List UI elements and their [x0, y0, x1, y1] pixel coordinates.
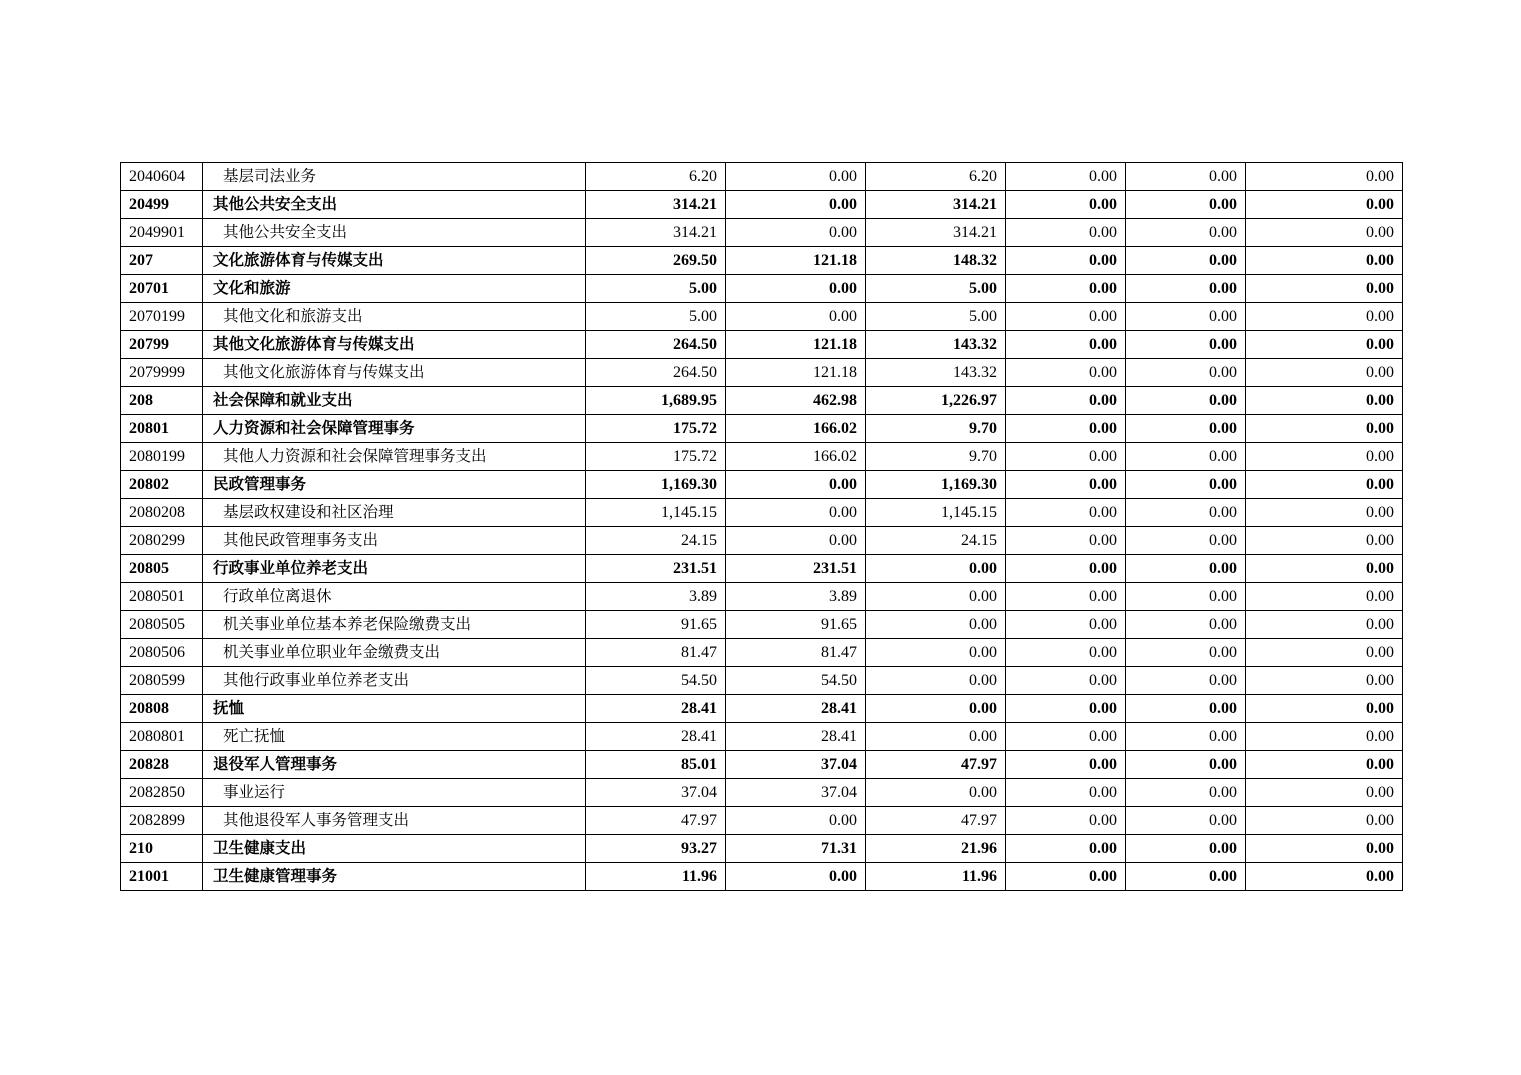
cell-value-1: 11.96 — [586, 863, 726, 891]
cell-code: 21001 — [121, 863, 203, 891]
cell-value-5: 0.00 — [1126, 667, 1246, 695]
cell-value-5: 0.00 — [1126, 611, 1246, 639]
cell-name: 抚恤 — [203, 695, 586, 723]
cell-name: 行政单位离退休 — [203, 583, 586, 611]
cell-value-1: 47.97 — [586, 807, 726, 835]
table-body — [121, 163, 1403, 891]
cell-name: 其他人力资源和社会保障管理事务支出 — [203, 443, 586, 471]
cell-value-1: 93.27 — [586, 835, 726, 863]
table-row — [121, 471, 1403, 499]
cell-value-6: 0.00 — [1246, 247, 1403, 275]
cell-value-4: 0.00 — [1006, 191, 1126, 219]
cell-value-2: 37.04 — [726, 751, 866, 779]
cell-value-4: 0.00 — [1006, 471, 1126, 499]
cell-value-1: 314.21 — [586, 219, 726, 247]
cell-value-1: 28.41 — [586, 723, 726, 751]
table-row — [121, 247, 1403, 275]
cell-code: 20802 — [121, 471, 203, 499]
cell-code: 208 — [121, 387, 203, 415]
cell-code: 20499 — [121, 191, 203, 219]
cell-value-5: 0.00 — [1126, 415, 1246, 443]
cell-value-6: 0.00 — [1246, 695, 1403, 723]
cell-value-1: 1,169.30 — [586, 471, 726, 499]
cell-value-1: 85.01 — [586, 751, 726, 779]
cell-value-1: 81.47 — [586, 639, 726, 667]
cell-value-6: 0.00 — [1246, 723, 1403, 751]
cell-value-3: 21.96 — [866, 835, 1006, 863]
cell-value-3: 1,226.97 — [866, 387, 1006, 415]
cell-value-2: 0.00 — [726, 807, 866, 835]
cell-code: 20805 — [121, 555, 203, 583]
cell-code: 2080208 — [121, 499, 203, 527]
table-row — [121, 527, 1403, 555]
cell-code: 2080599 — [121, 667, 203, 695]
cell-value-3: 9.70 — [866, 443, 1006, 471]
cell-value-1: 264.50 — [586, 359, 726, 387]
cell-value-4: 0.00 — [1006, 695, 1126, 723]
cell-value-1: 24.15 — [586, 527, 726, 555]
cell-value-3: 148.32 — [866, 247, 1006, 275]
cell-value-4: 0.00 — [1006, 667, 1126, 695]
table-row — [121, 779, 1403, 807]
cell-value-4: 0.00 — [1006, 807, 1126, 835]
cell-value-5: 0.00 — [1126, 275, 1246, 303]
cell-value-3: 6.20 — [866, 163, 1006, 191]
cell-value-3: 5.00 — [866, 275, 1006, 303]
cell-value-6: 0.00 — [1246, 835, 1403, 863]
cell-value-3: 314.21 — [866, 219, 1006, 247]
cell-code: 2070199 — [121, 303, 203, 331]
cell-value-5: 0.00 — [1126, 723, 1246, 751]
cell-value-5: 0.00 — [1126, 695, 1246, 723]
table-row — [121, 611, 1403, 639]
cell-name: 其他文化和旅游支出 — [203, 303, 586, 331]
cell-name: 其他公共安全支出 — [203, 219, 586, 247]
table-row — [121, 359, 1403, 387]
cell-value-3: 0.00 — [866, 611, 1006, 639]
cell-value-1: 3.89 — [586, 583, 726, 611]
cell-value-5: 0.00 — [1126, 807, 1246, 835]
cell-value-2: 0.00 — [726, 163, 866, 191]
cell-value-6: 0.00 — [1246, 443, 1403, 471]
cell-value-6: 0.00 — [1246, 583, 1403, 611]
cell-value-1: 314.21 — [586, 191, 726, 219]
cell-value-2: 0.00 — [726, 275, 866, 303]
table-row — [121, 443, 1403, 471]
cell-name: 退役军人管理事务 — [203, 751, 586, 779]
cell-value-3: 0.00 — [866, 583, 1006, 611]
cell-name: 其他文化旅游体育与传媒支出 — [203, 359, 586, 387]
table-row — [121, 667, 1403, 695]
cell-value-6: 0.00 — [1246, 639, 1403, 667]
table-row — [121, 723, 1403, 751]
cell-code: 20701 — [121, 275, 203, 303]
cell-value-5: 0.00 — [1126, 863, 1246, 891]
cell-value-6: 0.00 — [1246, 667, 1403, 695]
table-row — [121, 807, 1403, 835]
cell-value-6: 0.00 — [1246, 863, 1403, 891]
cell-value-5: 0.00 — [1126, 247, 1246, 275]
cell-value-5: 0.00 — [1126, 191, 1246, 219]
table-row — [121, 275, 1403, 303]
cell-value-1: 231.51 — [586, 555, 726, 583]
cell-value-6: 0.00 — [1246, 163, 1403, 191]
cell-value-5: 0.00 — [1126, 499, 1246, 527]
cell-name: 文化和旅游 — [203, 275, 586, 303]
cell-value-2: 121.18 — [726, 359, 866, 387]
cell-value-2: 121.18 — [726, 247, 866, 275]
cell-name: 机关事业单位职业年金缴费支出 — [203, 639, 586, 667]
cell-code: 2079999 — [121, 359, 203, 387]
cell-name: 行政事业单位养老支出 — [203, 555, 586, 583]
table-row — [121, 695, 1403, 723]
cell-code: 207 — [121, 247, 203, 275]
cell-value-3: 0.00 — [866, 695, 1006, 723]
cell-value-3: 1,169.30 — [866, 471, 1006, 499]
cell-value-2: 0.00 — [726, 499, 866, 527]
cell-value-5: 0.00 — [1126, 359, 1246, 387]
cell-name: 死亡抚恤 — [203, 723, 586, 751]
cell-value-4: 0.00 — [1006, 527, 1126, 555]
cell-name: 其他公共安全支出 — [203, 191, 586, 219]
cell-value-4: 0.00 — [1006, 303, 1126, 331]
cell-value-1: 6.20 — [586, 163, 726, 191]
table-row — [121, 163, 1403, 191]
cell-value-4: 0.00 — [1006, 835, 1126, 863]
cell-name: 其他退役军人事务管理支出 — [203, 807, 586, 835]
cell-value-4: 0.00 — [1006, 415, 1126, 443]
budget-expenditure-table — [120, 162, 1403, 891]
table-row — [121, 863, 1403, 891]
cell-value-6: 0.00 — [1246, 191, 1403, 219]
cell-value-6: 0.00 — [1246, 807, 1403, 835]
cell-value-2: 91.65 — [726, 611, 866, 639]
cell-value-5: 0.00 — [1126, 471, 1246, 499]
cell-value-2: 462.98 — [726, 387, 866, 415]
cell-value-1: 175.72 — [586, 415, 726, 443]
cell-value-5: 0.00 — [1126, 751, 1246, 779]
cell-value-2: 0.00 — [726, 863, 866, 891]
cell-value-5: 0.00 — [1126, 779, 1246, 807]
cell-value-2: 0.00 — [726, 219, 866, 247]
cell-value-1: 175.72 — [586, 443, 726, 471]
cell-value-4: 0.00 — [1006, 443, 1126, 471]
cell-value-2: 231.51 — [726, 555, 866, 583]
cell-value-1: 37.04 — [586, 779, 726, 807]
table-row — [121, 191, 1403, 219]
cell-value-6: 0.00 — [1246, 387, 1403, 415]
cell-value-1: 28.41 — [586, 695, 726, 723]
cell-value-6: 0.00 — [1246, 751, 1403, 779]
cell-value-4: 0.00 — [1006, 555, 1126, 583]
cell-value-3: 314.21 — [866, 191, 1006, 219]
table-row — [121, 303, 1403, 331]
cell-name: 卫生健康支出 — [203, 835, 586, 863]
cell-name: 民政管理事务 — [203, 471, 586, 499]
cell-value-4: 0.00 — [1006, 275, 1126, 303]
cell-value-4: 0.00 — [1006, 779, 1126, 807]
cell-code: 2080505 — [121, 611, 203, 639]
cell-code: 2082850 — [121, 779, 203, 807]
cell-value-6: 0.00 — [1246, 499, 1403, 527]
cell-value-6: 0.00 — [1246, 415, 1403, 443]
cell-value-5: 0.00 — [1126, 331, 1246, 359]
cell-value-2: 0.00 — [726, 471, 866, 499]
cell-value-1: 5.00 — [586, 275, 726, 303]
cell-name: 卫生健康管理事务 — [203, 863, 586, 891]
cell-value-5: 0.00 — [1126, 387, 1246, 415]
table-row — [121, 583, 1403, 611]
table-row — [121, 499, 1403, 527]
cell-value-1: 264.50 — [586, 331, 726, 359]
cell-code: 2080801 — [121, 723, 203, 751]
cell-value-3: 0.00 — [866, 667, 1006, 695]
cell-name: 人力资源和社会保障管理事务 — [203, 415, 586, 443]
cell-value-3: 0.00 — [866, 723, 1006, 751]
cell-value-5: 0.00 — [1126, 219, 1246, 247]
cell-name: 基层司法业务 — [203, 163, 586, 191]
cell-value-4: 0.00 — [1006, 499, 1126, 527]
cell-value-5: 0.00 — [1126, 527, 1246, 555]
cell-value-2: 166.02 — [726, 443, 866, 471]
cell-value-4: 0.00 — [1006, 219, 1126, 247]
cell-value-4: 0.00 — [1006, 163, 1126, 191]
cell-value-5: 0.00 — [1126, 835, 1246, 863]
cell-value-6: 0.00 — [1246, 331, 1403, 359]
cell-code: 2080506 — [121, 639, 203, 667]
cell-value-1: 269.50 — [586, 247, 726, 275]
cell-value-6: 0.00 — [1246, 303, 1403, 331]
cell-value-2: 0.00 — [726, 527, 866, 555]
cell-value-1: 1,145.15 — [586, 499, 726, 527]
cell-code: 2080501 — [121, 583, 203, 611]
cell-code: 2080299 — [121, 527, 203, 555]
cell-code: 2080199 — [121, 443, 203, 471]
cell-value-3: 0.00 — [866, 555, 1006, 583]
cell-name: 机关事业单位基本养老保险缴费支出 — [203, 611, 586, 639]
cell-code: 2040604 — [121, 163, 203, 191]
cell-value-6: 0.00 — [1246, 779, 1403, 807]
cell-code: 210 — [121, 835, 203, 863]
cell-value-5: 0.00 — [1126, 163, 1246, 191]
cell-value-4: 0.00 — [1006, 583, 1126, 611]
cell-value-2: 71.31 — [726, 835, 866, 863]
cell-value-3: 47.97 — [866, 751, 1006, 779]
cell-value-3: 143.32 — [866, 359, 1006, 387]
cell-value-2: 81.47 — [726, 639, 866, 667]
cell-value-2: 0.00 — [726, 303, 866, 331]
cell-value-6: 0.00 — [1246, 527, 1403, 555]
cell-name: 其他民政管理事务支出 — [203, 527, 586, 555]
cell-code: 20828 — [121, 751, 203, 779]
cell-value-4: 0.00 — [1006, 331, 1126, 359]
table-row — [121, 639, 1403, 667]
cell-value-5: 0.00 — [1126, 443, 1246, 471]
cell-value-4: 0.00 — [1006, 387, 1126, 415]
cell-value-3: 0.00 — [866, 639, 1006, 667]
cell-value-5: 0.00 — [1126, 583, 1246, 611]
cell-value-2: 28.41 — [726, 723, 866, 751]
cell-value-3: 0.00 — [866, 779, 1006, 807]
table-row — [121, 415, 1403, 443]
cell-value-4: 0.00 — [1006, 751, 1126, 779]
cell-value-6: 0.00 — [1246, 471, 1403, 499]
cell-value-2: 3.89 — [726, 583, 866, 611]
cell-value-3: 1,145.15 — [866, 499, 1006, 527]
cell-value-5: 0.00 — [1126, 303, 1246, 331]
table-row — [121, 331, 1403, 359]
cell-value-1: 5.00 — [586, 303, 726, 331]
cell-name: 基层政权建设和社区治理 — [203, 499, 586, 527]
cell-code: 20808 — [121, 695, 203, 723]
cell-name: 社会保障和就业支出 — [203, 387, 586, 415]
cell-value-1: 1,689.95 — [586, 387, 726, 415]
cell-value-6: 0.00 — [1246, 555, 1403, 583]
cell-value-3: 24.15 — [866, 527, 1006, 555]
table-row — [121, 751, 1403, 779]
cell-value-3: 11.96 — [866, 863, 1006, 891]
cell-name: 文化旅游体育与传媒支出 — [203, 247, 586, 275]
cell-value-6: 0.00 — [1246, 275, 1403, 303]
table-row — [121, 835, 1403, 863]
cell-value-3: 5.00 — [866, 303, 1006, 331]
cell-value-1: 91.65 — [586, 611, 726, 639]
cell-value-2: 0.00 — [726, 191, 866, 219]
cell-value-4: 0.00 — [1006, 359, 1126, 387]
cell-value-2: 54.50 — [726, 667, 866, 695]
table-row — [121, 387, 1403, 415]
cell-value-4: 0.00 — [1006, 863, 1126, 891]
cell-value-5: 0.00 — [1126, 639, 1246, 667]
cell-value-5: 0.00 — [1126, 555, 1246, 583]
cell-code: 20801 — [121, 415, 203, 443]
cell-value-4: 0.00 — [1006, 611, 1126, 639]
cell-name: 事业运行 — [203, 779, 586, 807]
cell-value-2: 28.41 — [726, 695, 866, 723]
cell-name: 其他文化旅游体育与传媒支出 — [203, 331, 586, 359]
cell-value-3: 143.32 — [866, 331, 1006, 359]
cell-value-6: 0.00 — [1246, 219, 1403, 247]
cell-name: 其他行政事业单位养老支出 — [203, 667, 586, 695]
table-row — [121, 555, 1403, 583]
cell-code: 2082899 — [121, 807, 203, 835]
cell-value-4: 0.00 — [1006, 247, 1126, 275]
cell-code: 20799 — [121, 331, 203, 359]
cell-value-4: 0.00 — [1006, 723, 1126, 751]
cell-value-6: 0.00 — [1246, 611, 1403, 639]
cell-value-6: 0.00 — [1246, 359, 1403, 387]
cell-value-3: 9.70 — [866, 415, 1006, 443]
table-row — [121, 219, 1403, 247]
cell-value-2: 121.18 — [726, 331, 866, 359]
cell-value-2: 166.02 — [726, 415, 866, 443]
cell-value-1: 54.50 — [586, 667, 726, 695]
cell-value-2: 37.04 — [726, 779, 866, 807]
cell-value-3: 47.97 — [866, 807, 1006, 835]
cell-code: 2049901 — [121, 219, 203, 247]
cell-value-4: 0.00 — [1006, 639, 1126, 667]
